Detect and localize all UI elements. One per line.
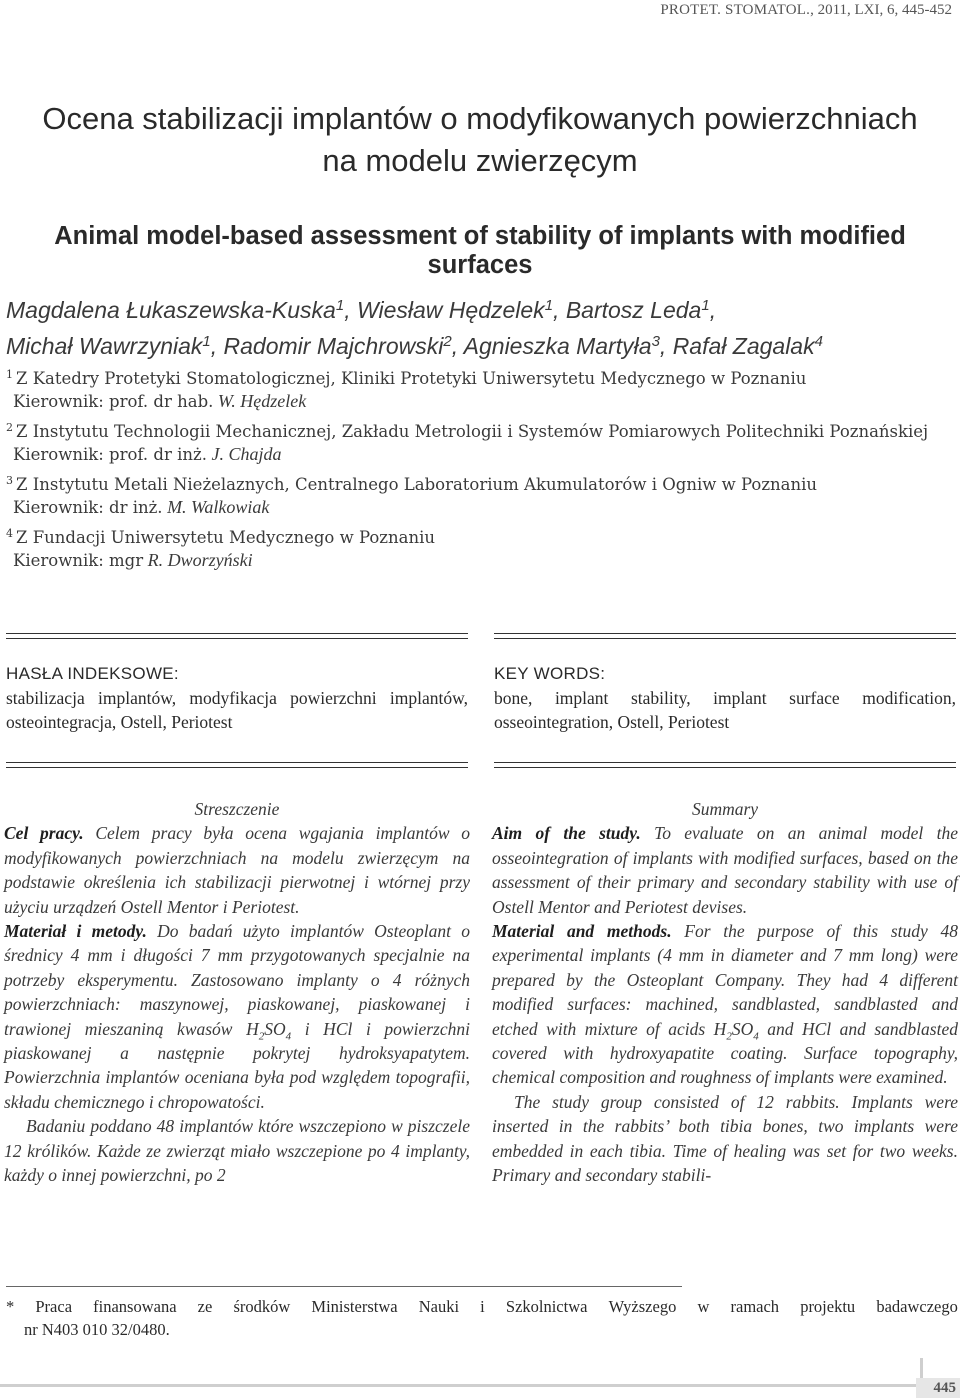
page-bar (0, 1384, 960, 1387)
divider (6, 633, 468, 634)
page-number: 445 (933, 1380, 956, 1396)
abstract-polish-heading: Streszczenie (194, 799, 280, 819)
abstract-polish-aim (4, 821, 470, 919)
divider (494, 638, 956, 639)
author-name: Agnieszka Martyła (463, 333, 652, 359)
abstract-english-study: The study group consisted of 12 rabbits. Implants were inserted in the rabbits’ both tibia bones, two implants were embedded in each tibia. Time of healing was set for two weeks. Primary and secondary stabili- (492, 1091, 958, 1186)
author-name: Rafał Zagalak (672, 333, 815, 359)
author-affiliation-ref: 1 (544, 297, 554, 314)
affiliation-head-name: M. Walkowiak (162, 497, 270, 517)
subscript: 4 (285, 1030, 292, 1043)
footnote-word: finansowana (93, 1297, 177, 1316)
abstract-english-heading: Summary (691, 799, 759, 819)
footnote-word: ramach (730, 1297, 780, 1316)
affiliation-head-title: Kierownik: prof. dr inż. (13, 445, 207, 464)
journal-name: PROTET. STOMATOL. (660, 2, 811, 18)
author-affiliation-ref: 2 (443, 333, 452, 350)
footnote-word: Nauki (418, 1297, 460, 1316)
author-list (6, 292, 956, 364)
footnote-word: badawczego (876, 1297, 958, 1316)
abstract-english-methods (492, 919, 958, 1090)
affiliation-4 (6, 527, 956, 572)
aim-text: Celem pracy była ocena wgajania implantów o modyfikowanych powierzchniach na modelu zwierzęcym na podstawie określenia ich stabilizacji pierwotnej i wtórnej przy użyciu urządzeń Ostell Mentor i Periotest. (4, 823, 470, 917)
title-english: Animal model-based assessment of stability of implants with modified surfaces (54, 222, 906, 279)
footnote-divider (6, 1286, 682, 1287)
citation-details: , 2011, LXI, 6, 445-452 (810, 2, 952, 18)
affiliations (6, 368, 956, 580)
affiliation-1 (6, 368, 956, 413)
author-affiliation-ref: 1 (701, 297, 710, 314)
divider (494, 633, 956, 634)
affiliation-number: 3 (6, 474, 13, 487)
keywords-english-text: bone, implant stability, implant surface modification, osseointegration, Ostell, Periotest (494, 688, 956, 732)
footnote-word: w (697, 1297, 710, 1316)
subscript: 2 (726, 1030, 732, 1043)
abstract-polish (4, 797, 470, 1188)
keywords-english-title: KEY WORDS: (494, 664, 606, 683)
footnote-word: ze (197, 1297, 213, 1316)
author-name: Bartosz Leda (565, 297, 702, 323)
methods-text: i HCl i powierzchni piaskowanej a następnie pokrytej hydroksyapatytem. Powierzchnia implantów oceniana była pod względem topografii, składu chemicznego i chropowatości. (4, 1018, 470, 1112)
keywords-polish (6, 662, 468, 734)
journal-citation (660, 2, 952, 19)
affiliation-head-name: W. Hędzelek (213, 391, 307, 411)
formula-text: SO (264, 1018, 286, 1039)
affiliation-text: Z Instytutu Metali Nieżelaznych, Centralnego Laboratorium Akumulatorów i Ogniw w Poznaniu (16, 475, 818, 494)
abstract-english (492, 797, 958, 1188)
divider (6, 762, 468, 763)
keywords-polish-text: stabilizacja implantów, modyfikacja powierzchni implantów, osteointegracja, Ostell, Periotest (6, 688, 468, 732)
footnote-word: Ministerstwa (311, 1297, 398, 1316)
divider (6, 638, 468, 639)
page-bar-tick (920, 1358, 923, 1378)
affiliation-head-title: Kierownik: mgr (13, 551, 144, 570)
formula-text: SO (731, 1018, 754, 1039)
author-name: Magdalena Łukaszewska-Kuska (6, 297, 336, 323)
affiliation-text: Z Instytutu Technologii Mechanicznej, Zakładu Metrologii i Systemów Pomiarowych Politechniki Poznańskiej (16, 422, 929, 441)
divider (494, 762, 956, 763)
affiliation-text: Z Fundacji Uniwersytetu Medycznego w Poznaniu (16, 528, 435, 547)
title-polish-line-1: Ocena stabilizacji implantów o modyfikowanych powierzchniach (42, 101, 918, 136)
subscript: 4 (753, 1030, 759, 1043)
funding-footnote (6, 1295, 958, 1341)
methods-text: and HCl and sandblasted covered with hydroxyapatite coating. Surface topography, chemical composition and roughness of implants were examined. (492, 1018, 958, 1088)
title-polish-line-2: na modelu zwierzęcym (322, 143, 638, 178)
affiliation-number: 1 (6, 368, 13, 381)
footnote-word: Szkolnictwa (505, 1297, 588, 1316)
affiliation-head-name: J. Chajda (206, 444, 282, 464)
keywords-polish-title: HASŁA INDEKSOWE: (6, 664, 179, 683)
affiliation-3 (6, 474, 956, 519)
abstract-polish-study: Badaniu poddano 48 implantów które wszczepiono w piszczele 12 królików. Każde ze zwierząt miało wszczepione po 4 implanty, każdy o innej powierzchni, po 2 (4, 1116, 470, 1186)
author-affiliation-ref: 1 (202, 333, 211, 350)
affiliation-number: 2 (6, 421, 13, 434)
footnote-word: projektu (800, 1297, 856, 1316)
author-name: Radomir Majchrowski (223, 333, 444, 359)
aim-label: Aim of the study. (492, 823, 641, 844)
affiliation-head-title: Kierownik: prof. dr hab. (13, 392, 214, 411)
divider (6, 767, 468, 768)
footnote-word: i (480, 1297, 485, 1316)
methods-text: Do badań użyto implantów Osteoplant o średnicy 4 mm i długości 7 mm przygotowanych specjalnie na potrzeby eksperymentu. Zastosowano implanty o 4 różnych powierzchniach: maszynowej, piaskowanej, piaskowanej i trawionej mieszaniną kwasów H (4, 921, 470, 1039)
aim-text: To evaluate on an animal model the osseointegration of implants with modified surfaces, based on the assessment of their primary and secondary stability with use of Ostell Mentor and Periotest devises. (492, 823, 959, 917)
aim-label: Cel pracy. (4, 823, 84, 844)
footnote-word: środków (233, 1297, 291, 1316)
methods-label: Materiał i metody. (4, 921, 147, 942)
affiliation-2 (6, 421, 956, 466)
author-affiliation-ref: 4 (814, 333, 823, 350)
affiliation-head-name: R. Dworzyński (143, 550, 253, 570)
author-line-2: Michał Wawrzyniak$^1$, Radomir Majchrowski$^2$, Agnieszka Martyła$^3$, Rafał Zagalak$^4$ (6, 333, 823, 359)
affiliation-number: 4 (6, 527, 13, 540)
author-affiliation-ref: 1 (335, 297, 345, 314)
abstract-english-aim (492, 821, 958, 919)
footnote-word: Wyższego (608, 1297, 677, 1316)
author-line-1: Magdalena Łukaszewska-Kuska$^1$, Wiesław Hędzelek$^1$, Bartosz Leda$^1$, (6, 297, 717, 323)
footnote-line-1 (6, 1295, 958, 1318)
affiliation-text: Z Katedry Protetyki Stomatologicznej, Kliniki Protetyki Uniwersytetu Medycznego w Poznaniu (16, 369, 807, 388)
footnote-marker: * (6, 1297, 15, 1316)
abstract-polish-methods (4, 919, 470, 1114)
methods-text: For the purpose of this study 48 experimental implants (4 mm in diameter and 7 mm long) were prepared by the Osteoplant Company. They had 4 different modified surfaces: machined, sandblasted, sandblasted and etched with mixture of acids H (492, 921, 958, 1039)
methods-label: Material and methods. (492, 921, 672, 942)
author-name: Wiesław Hędzelek (356, 297, 545, 323)
author-affiliation-ref: 3 (651, 333, 660, 350)
keywords-english (494, 662, 956, 734)
divider (494, 767, 956, 768)
subscript: 2 (258, 1030, 265, 1043)
title-polish (0, 98, 960, 182)
footnote-line-2: nr N403 010 32/0480. (24, 1320, 170, 1339)
author-name: Michał Wawrzyniak (6, 333, 203, 359)
affiliation-head-title: Kierownik: dr inż. (13, 498, 163, 517)
footnote-word: Praca (35, 1297, 73, 1316)
